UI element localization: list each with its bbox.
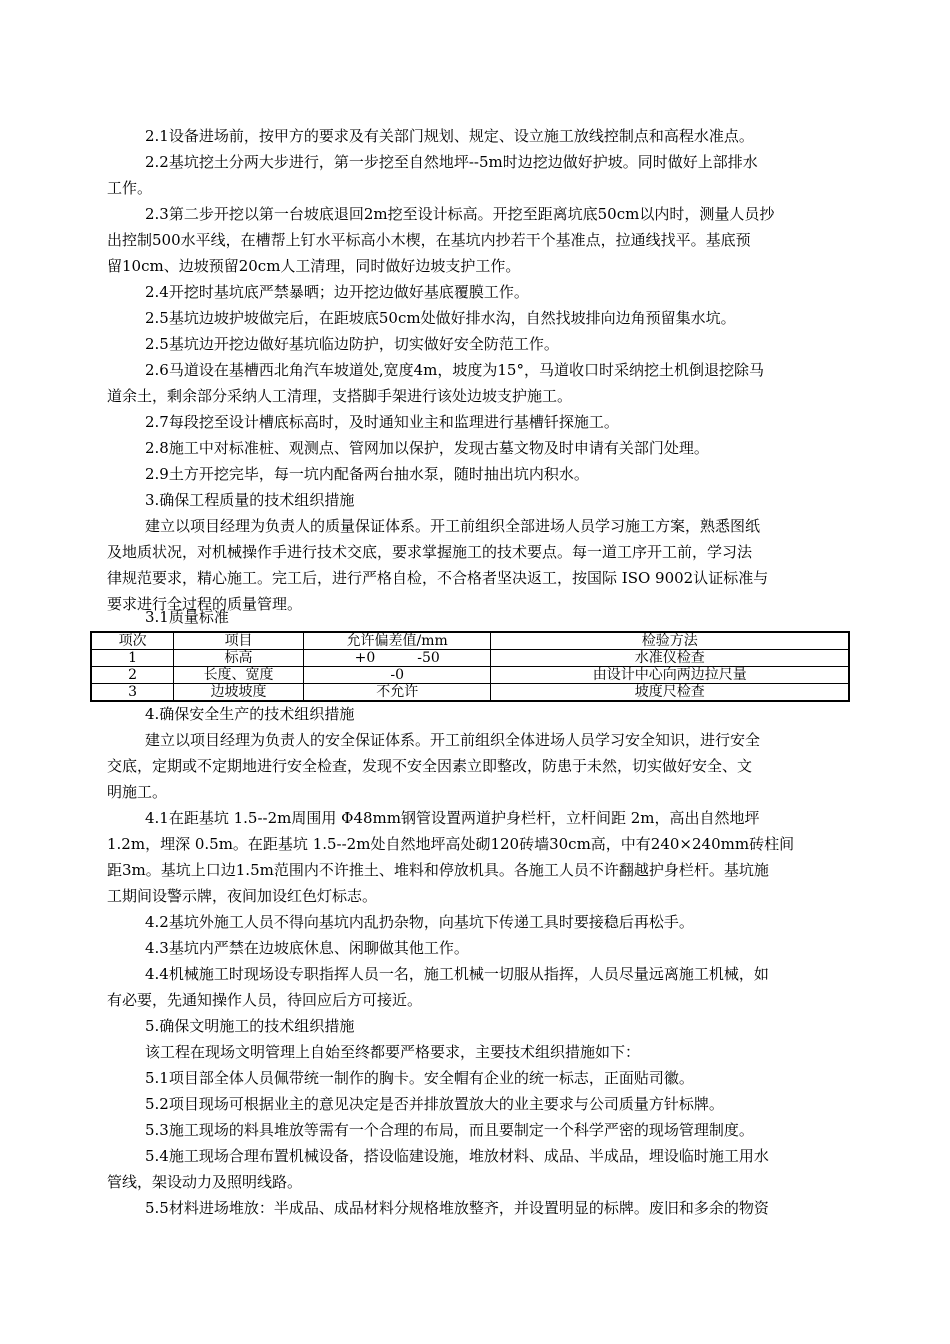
paragraph-line: 建立以项目经理为负责人的安全保证体系。开工前组织全体进场人员学习安全知识，进行安全 bbox=[145, 731, 761, 749]
table-cell: 1 bbox=[91, 650, 174, 667]
paragraph-line: 要求进行全过程的质量管理。 bbox=[107, 595, 303, 613]
table-cell: 水准仪检查 bbox=[491, 650, 849, 667]
paragraph-line: 该工程在现场文明管理上自始至终都要严格要求，主要技术组织措施如下： bbox=[145, 1043, 641, 1061]
paragraph-line: 管线，架设动力及照明线路。 bbox=[107, 1173, 303, 1191]
paragraph-line: 建立以项目经理为负责人的质量保证体系。开工前组织全部进场人员学习施工方案，熟悉图纸 bbox=[145, 517, 761, 535]
paragraph-line: 及地质状况，对机械操作手进行技术交底，要求掌握施工的技术要点。每一道工序开工前，学习法 bbox=[107, 543, 753, 561]
paragraph-line: 4.2基坑外施工人员不得向基坑内乱扔杂物，向基坑下传递工具时要接稳后再松手。 bbox=[145, 913, 694, 931]
section-heading: 4.确保安全生产的技术组织措施 bbox=[145, 705, 355, 723]
paragraph-line: 2.6马道设在基槽西北角汽车坡道处,宽度4m，坡度为15°，马道收口时采纳挖土机倒退挖除马 bbox=[145, 361, 764, 379]
table-cell: +0 -50 bbox=[303, 650, 491, 667]
table-cell: 标高 bbox=[174, 650, 304, 667]
paragraph-line: 2.3第二步开挖以第一台坡底退回2m挖至设计标高。开挖至距离坑底50cm以内时，测量人员抄 bbox=[145, 205, 775, 223]
section-heading: 3.确保工程质量的技术组织措施 bbox=[145, 491, 355, 509]
paragraph-line: 出控制500水平线，在槽帮上钉水平标高小木楔，在基坑内抄若干个基准点，拉通线找平。基底预 bbox=[107, 231, 751, 249]
table-cell: 长度、宽度 bbox=[174, 667, 304, 684]
quality-standard-table bbox=[90, 631, 850, 702]
table-cell: 3 bbox=[91, 684, 174, 702]
paragraph-line: 道余土，剩余部分采纳人工清理，支搭脚手架进行该处边坡支护施工。 bbox=[107, 387, 573, 405]
table-header-cell: 检验方法 bbox=[491, 632, 849, 650]
paragraph-line: 4.4机械施工时现场设专职指挥人员一名，施工机械一切服从指挥，人员尽量远离施工机械，如 bbox=[145, 965, 769, 983]
table-header-cell: 项目 bbox=[174, 632, 304, 650]
paragraph-line: 2.9土方开挖完毕，每一坑内配备两台抽水泵，随时抽出坑内积水。 bbox=[145, 465, 589, 483]
paragraph-line: 5.4施工现场合理布置机械设备，搭设临建设施，堆放材料、成品、半成品，埋设临时施工用水 bbox=[145, 1147, 769, 1165]
table-cell: 不允许 bbox=[303, 684, 491, 702]
paragraph-line: 工作。 bbox=[107, 179, 153, 197]
table-cell: -0 bbox=[303, 667, 491, 684]
table-cell: 边坡坡度 bbox=[174, 684, 304, 702]
paragraph-line: 5.2项目现场可根据业主的意见决定是否并排放置放大的业主要求与公司质量方针标牌。 bbox=[145, 1095, 724, 1113]
paragraph-line: 2.5基坑边坡护坡做完后，在距坡底50cm处做好排水沟，自然找坡排向边角预留集水坑。 bbox=[145, 309, 736, 327]
paragraph-line: 1.2m，埋深 0.5m。在距基坑 1.5--2m处自然地坪高处砌120砖墙30cm高，中有240×240mm砖柱间 bbox=[107, 835, 795, 853]
table-cell: 2 bbox=[91, 667, 174, 684]
table-cell: 坡度尺检查 bbox=[491, 684, 849, 702]
paragraph-line: 2.5基坑边开挖边做好基坑临边防护，切实做好安全防范工作。 bbox=[145, 335, 559, 353]
table-cell: 由设计中心向两边拉尺量 bbox=[491, 667, 849, 684]
subsection-heading: 3.1质量标准 bbox=[145, 608, 229, 626]
paragraph-line: 有必要，先通知操作人员，待回应后方可接近。 bbox=[107, 991, 423, 1009]
paragraph-line: 2.1设备进场前，按甲方的要求及有关部门规划、规定、设立施工放线控制点和高程水准点。 bbox=[145, 127, 754, 145]
table-header-row bbox=[91, 632, 849, 650]
paragraph-line: 留10cm、边坡预留20cm人工清理，同时做好边坡支护工作。 bbox=[107, 257, 521, 275]
paragraph-line: 明施工。 bbox=[107, 783, 168, 801]
paragraph-line: 律规范要求，精心施工。完工后，进行严格自检，不合格者坚决返工，按国际 ISO 9002认证标准与 bbox=[107, 569, 769, 587]
table-row bbox=[91, 650, 849, 667]
table-header-cell: 项次 bbox=[91, 632, 174, 650]
paragraph-line: 4.3基坑内严禁在边坡底休息、闲聊做其他工作。 bbox=[145, 939, 469, 957]
paragraph-line: 交底，定期或不定期地进行安全检查，发现不安全因素立即整改，防患于未然，切实做好安全、文 bbox=[107, 757, 753, 775]
paragraph-line: 工期间设警示牌，夜间加设红色灯标志。 bbox=[107, 887, 378, 905]
table-row bbox=[91, 667, 849, 684]
paragraph-line: 2.7每段挖至设计槽底标高时，及时通知业主和监理进行基槽钎探施工。 bbox=[145, 413, 619, 431]
table-header-cell: 允许偏差值/mm bbox=[303, 632, 491, 650]
paragraph-line: 2.2基坑挖土分两大步进行，第一步挖至自然地坪--5m时边挖边做好护坡。同时做好上部排水 bbox=[145, 153, 758, 171]
paragraph-line: 5.3施工现场的料具堆放等需有一个合理的布局，而且要制定一个科学严密的现场管理制度。 bbox=[145, 1121, 754, 1139]
paragraph-line: 5.1项目部全体人员佩带统一制作的胸卡。安全帽有企业的统一标志，正面贴司徽。 bbox=[145, 1069, 694, 1087]
paragraph-line: 2.8施工中对标准桩、观测点、管网加以保护，发现古墓文物及时申请有关部门处理。 bbox=[145, 439, 709, 457]
paragraph-line: 4.1在距基坑 1.5--2m周围用 Φ48mm钢管设置两道护身栏杆，立杆间距 2m，高出自然地坪 bbox=[145, 809, 760, 827]
paragraph-line: 距3m。基坑上口边1.5m范围内不许推土、堆料和停放机具。各施工人员不许翻越护身栏杆。基坑施 bbox=[107, 861, 769, 879]
paragraph-line: 2.4开挖时基坑底严禁暴晒；边开挖边做好基底覆膜工作。 bbox=[145, 283, 529, 301]
section-heading: 5.确保文明施工的技术组织措施 bbox=[145, 1017, 355, 1035]
table-row bbox=[91, 684, 849, 702]
paragraph-line: 5.5材料进场堆放：半成品、成品材料分规格堆放整齐，并设置明显的标牌。废旧和多余的物资 bbox=[145, 1199, 769, 1217]
